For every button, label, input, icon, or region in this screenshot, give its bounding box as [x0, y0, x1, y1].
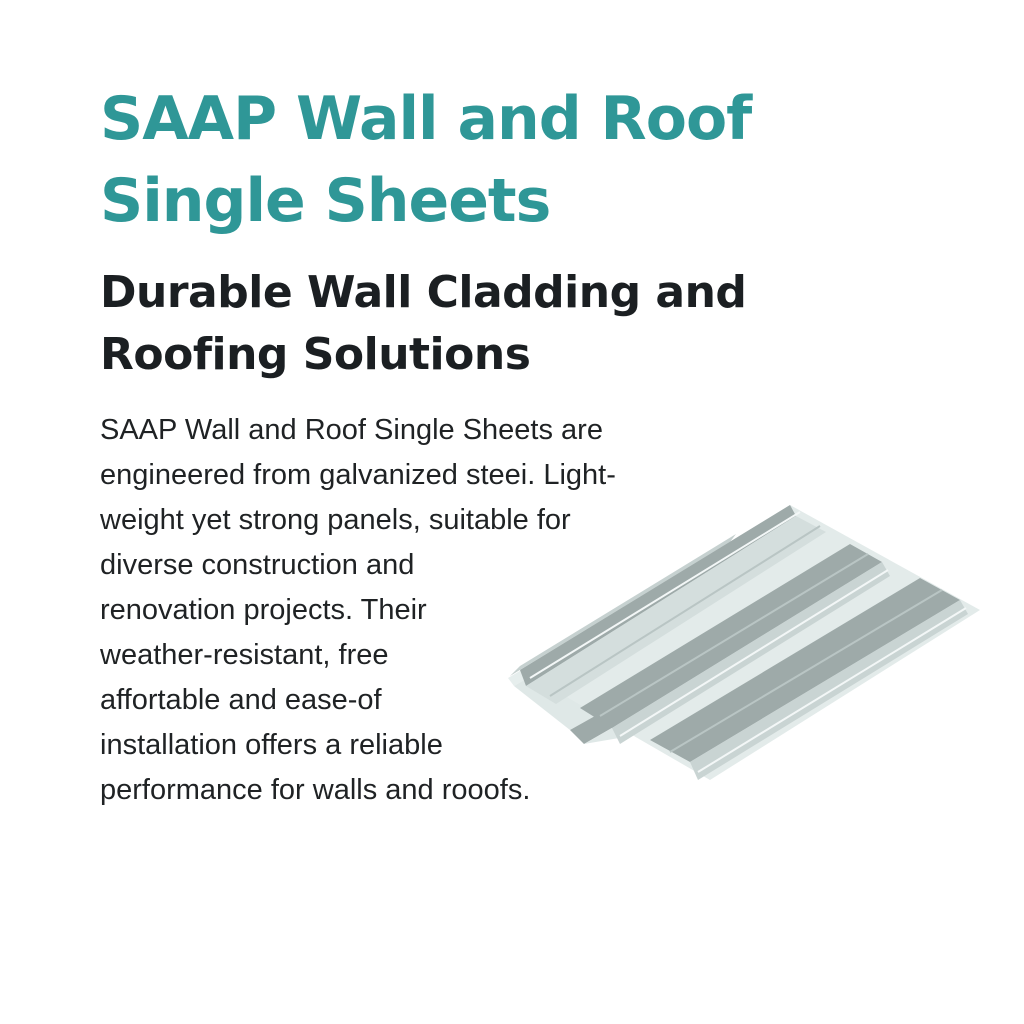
description-line: engineered from galvanized steei. Light-	[100, 459, 616, 491]
title-line-1: SAAP Wall and Roof	[100, 84, 752, 154]
description-line: affortable and ease-of	[100, 684, 382, 716]
page-subtitle	[100, 262, 820, 386]
description-line: SAAP Wall and Roof Single Sheets are	[100, 414, 603, 446]
page-title	[100, 78, 820, 242]
subtitle-line-1: Durable Wall Cladding and	[100, 267, 747, 318]
description-line: performance for walls and rooofs.	[100, 774, 531, 806]
description-line: weather-resistant, free	[100, 639, 389, 671]
description-line: installation offers a reliable	[100, 729, 443, 761]
description-line: weight yet strong panels, suitable for	[100, 504, 571, 536]
description-line: renovation projects. Their	[100, 594, 427, 626]
title-line-2: Single Sheets	[100, 166, 551, 236]
description-line: diverse construction and	[100, 549, 415, 581]
corrugated-metal-sheet-icon	[490, 490, 990, 800]
subtitle-line-2: Roofing Solutions	[100, 329, 531, 380]
